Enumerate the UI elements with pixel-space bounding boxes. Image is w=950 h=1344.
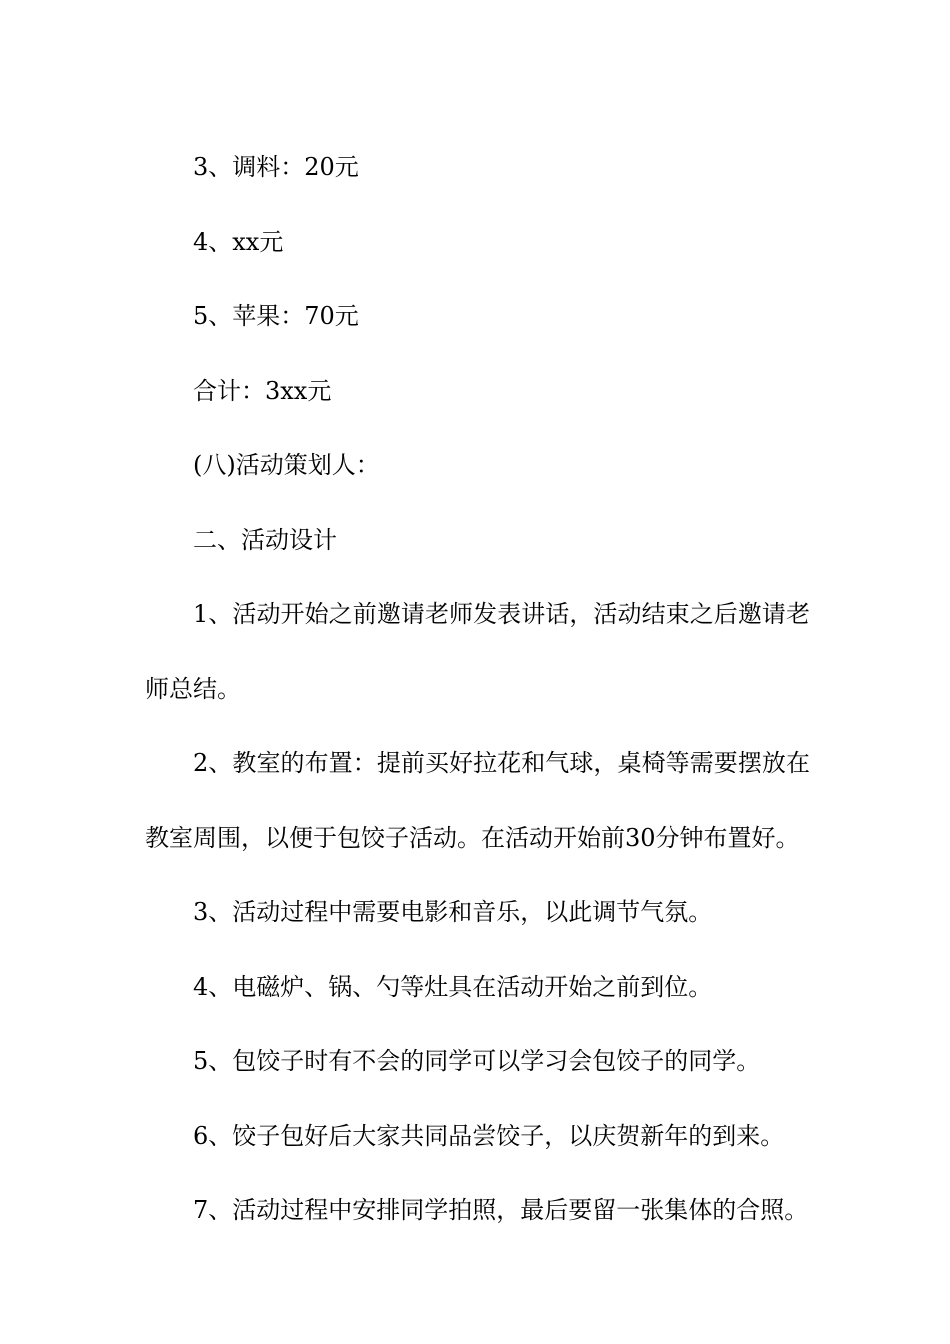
design-item-4: 4、电磁炉、锅、勺等灶具在活动开始之前到位。 [193, 972, 713, 1001]
design-item-7: 7、活动过程中安排同学拍照，最后要留一张集体的合照。 [193, 1196, 809, 1224]
design-item-1: 1、活动开始之前邀请老师发表讲话，活动结束之后邀请老师总结。 [145, 600, 810, 703]
design-item-5: 5、包饺子时有不会的同学可以学习会包饺子的同学。 [193, 1047, 761, 1075]
design-item-2: 2、教室的布置：提前买好拉花和气球，桌椅等需要摆放在教室周围，以便于包饺子活动。在活动开始前30分钟布置好。 [145, 749, 810, 852]
design-item-6: 6、饺子包好后大家共同品尝饺子，以庆贺新年的到来。 [193, 1121, 785, 1150]
design-item-3: 3、活动过程中需要电影和音乐，以此调节气氛。 [193, 898, 713, 926]
budget-total: 合计：3xx元 [193, 376, 332, 405]
section-planner-heading: (八)活动策划人： [193, 451, 380, 479]
document-body [145, 130, 810, 1248]
budget-item-seasoning: 3、调料：20元 [193, 153, 359, 181]
section-activity-design-heading: 二、活动设计 [193, 525, 337, 554]
budget-item-apples: 5、苹果：70元 [193, 302, 359, 330]
budget-item-4: 4、xx元 [193, 227, 284, 256]
